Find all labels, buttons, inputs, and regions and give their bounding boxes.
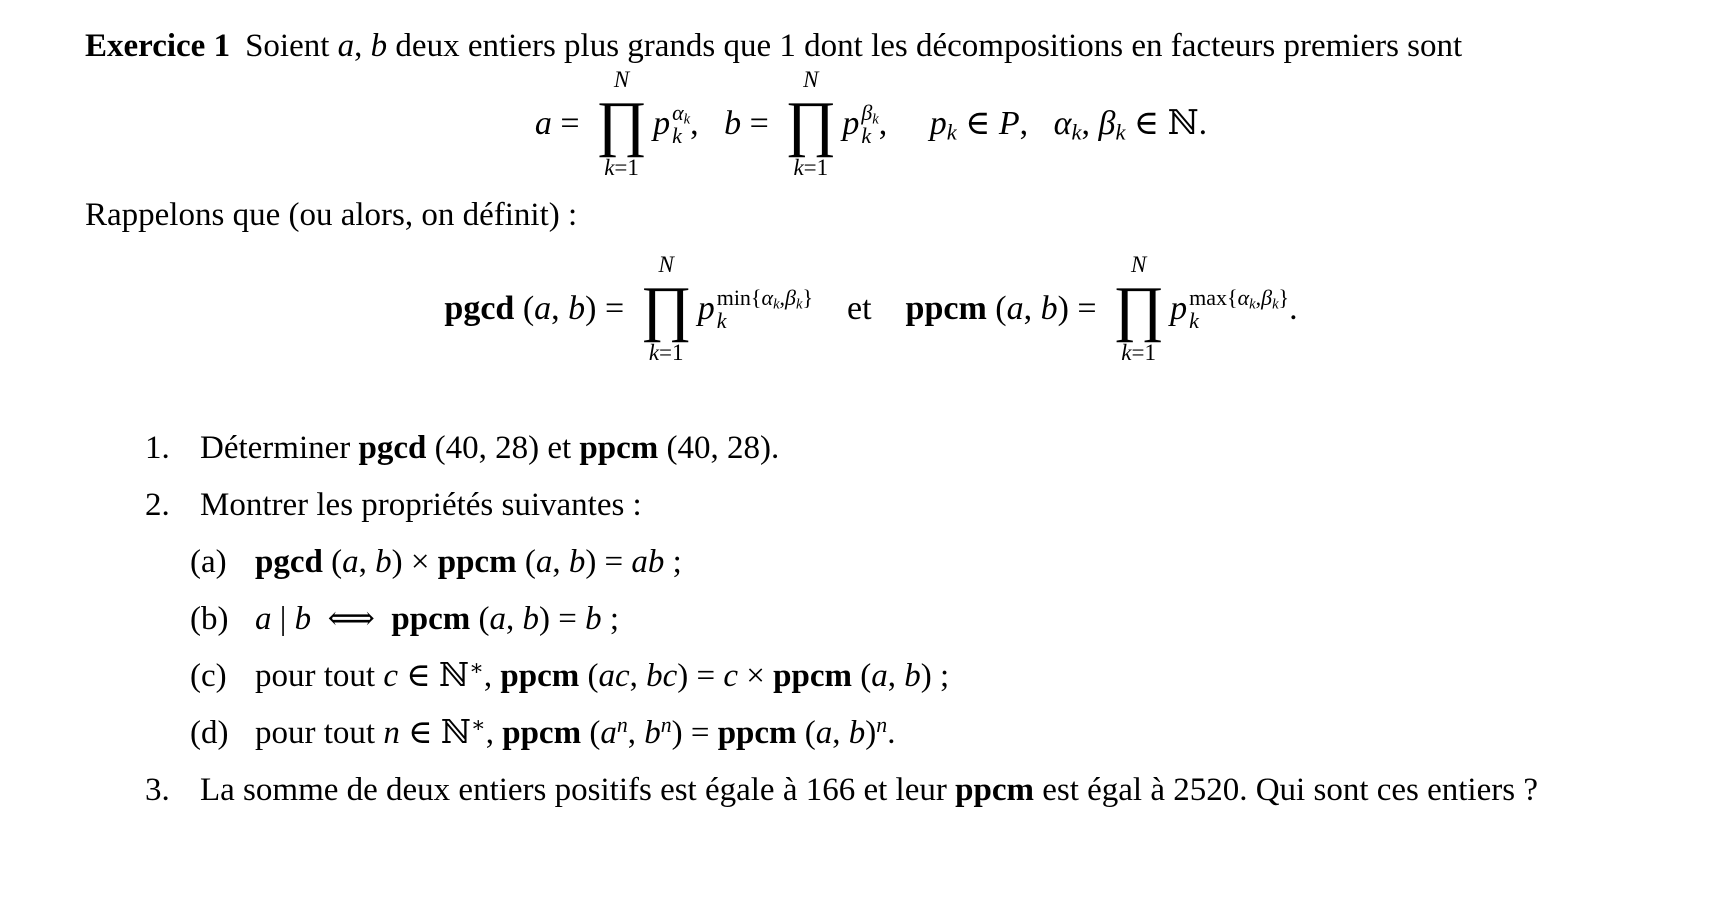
eq1-term-b-base: p — [842, 105, 860, 142]
eq2-period: . — [1289, 290, 1298, 327]
item-text: Déterminer pgcd (40, 28) et ppcm (40, 28). — [200, 430, 780, 466]
eq1-term-b-exponent: $\beta_k$ — [861, 100, 879, 128]
intro-text: Soient a, b deux entiers plus grands que 1 dont les décompositions en facteurs premiers sont — [245, 28, 1463, 64]
eq1-conditions: , $p_k$ ∈ P, $\alpha_k$, $\beta_k$ ∈ ℕ. — [878, 105, 1208, 145]
eq1-term-a — [653, 101, 690, 147]
eq1-term-a-scripts — [672, 101, 690, 147]
item-text: Montrer les propriétés suivantes : — [200, 487, 642, 523]
item-label: (d) — [190, 715, 229, 751]
product-operator-a — [596, 67, 647, 181]
item-text: pgcd (a, b) × ppcm (a, b) = ab ; — [255, 544, 682, 580]
product-operator-b — [785, 67, 836, 181]
eq2-term-min — [698, 286, 813, 332]
item-text: a | b ⟺ ppcm (a, b) = b ; — [255, 601, 620, 637]
list-item-2 — [85, 483, 1657, 528]
product-upper-limit: N — [1130, 252, 1147, 277]
product-lower-limit: k=1 — [648, 340, 684, 365]
item-text: pour tout n ∈ ℕ∗, ppcm ($a^n$, $b^n$) = ppcm (a, b)$^n$. — [255, 713, 896, 751]
list-item-3 — [85, 768, 1657, 813]
eq1-term-a-exponent: $\alpha_k$ — [672, 100, 691, 128]
eq1-lhs-a: a = — [534, 105, 589, 142]
item-label: 3. — [145, 772, 170, 808]
eq2-term-max-index: k — [1189, 308, 1199, 333]
item-text: pour tout c ∈ ℕ∗, ppcm (ac, bc) = c × ppcm (a, b) ; — [255, 656, 950, 694]
list-item-2b — [85, 597, 1657, 642]
eq2-term-min-base: p — [697, 290, 715, 327]
list-item-1 — [85, 426, 1657, 471]
list-item-2c — [85, 654, 1657, 699]
eq2-term-min-index: k — [716, 308, 727, 333]
eq1-mid-b: , b = — [690, 105, 778, 142]
eq1-term-a-base: p — [653, 105, 671, 142]
eq1-term-b-scripts — [861, 101, 878, 147]
recall-text: Rappelons que (ou alors, on définit) : — [85, 197, 578, 233]
product-lower-limit: k=1 — [604, 155, 639, 180]
eq2-term-min-scripts — [717, 286, 813, 332]
product-symbol: ∏ — [640, 275, 692, 343]
eq1-term-b — [842, 101, 878, 147]
equation-prime-decomposition — [85, 67, 1657, 181]
item-label: (c) — [190, 658, 227, 694]
eq2-term-max-scripts — [1189, 286, 1289, 332]
item-text: La somme de deux entiers positifs est égale à 166 et leur ppcm est égal à 2520. Qui sont ces entiers ? — [200, 772, 1538, 808]
product-symbol: ∏ — [1113, 275, 1165, 343]
eq2-term-max — [1170, 286, 1289, 332]
eq1-term-a-index: k — [672, 123, 682, 148]
eq2-mid-ppcm: et ppcm (a, b) = — [813, 290, 1106, 327]
item-label: (a) — [190, 544, 227, 580]
list-item-2a — [85, 540, 1657, 585]
product-symbol: ∏ — [596, 90, 648, 158]
product-upper-limit: N — [613, 67, 630, 92]
item-label: (b) — [190, 601, 229, 637]
item-label: 1. — [145, 430, 170, 466]
equation-pgcd-ppcm — [85, 252, 1657, 366]
eq1-term-b-index: k — [861, 123, 872, 148]
product-lower-limit: k=1 — [793, 155, 829, 180]
eq2-term-min-exponent: $\min\{\alpha_k,\beta_k\}$ — [716, 285, 813, 313]
product-lower-limit: k=1 — [1121, 340, 1156, 365]
product-operator-ppcm — [1113, 252, 1164, 366]
exercise-heading: Exercice 1 — [85, 28, 231, 64]
product-symbol: ∏ — [785, 90, 837, 158]
item-label: 2. — [145, 487, 170, 523]
product-operator-pgcd — [641, 252, 692, 366]
eq2-lhs-pgcd: pgcd (a, b) = — [444, 290, 633, 327]
product-upper-limit: N — [658, 252, 674, 277]
list-item-2d — [85, 711, 1657, 756]
product-upper-limit: N — [803, 67, 819, 92]
exercise-intro — [85, 24, 1657, 69]
eq2-term-max-exponent: $\max\{\alpha_k,\beta_k\}$ — [1189, 285, 1290, 313]
eq2-term-max-base: p — [1170, 290, 1188, 327]
question-list — [85, 426, 1657, 813]
